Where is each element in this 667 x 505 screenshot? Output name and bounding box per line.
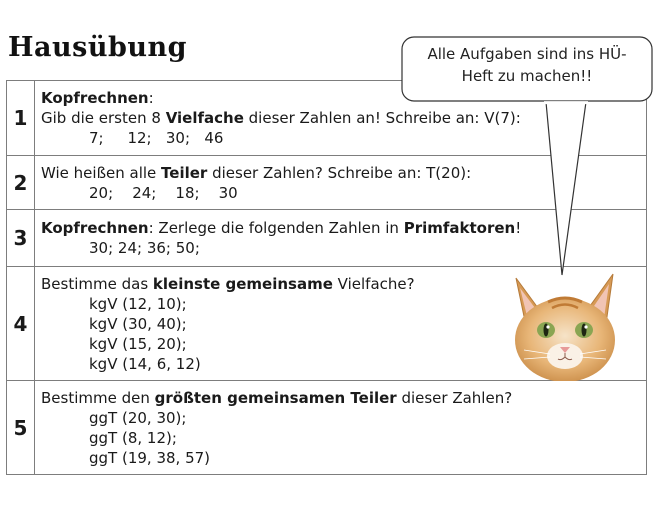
task-number: 5 — [7, 381, 35, 475]
speech-bubble-tail — [540, 100, 600, 280]
list-item: ggT (20, 30); — [89, 408, 187, 427]
task-number: 3 — [7, 210, 35, 267]
task-keyword: Vielfache — [165, 109, 244, 127]
task-text: Bestimme den — [41, 388, 155, 407]
list-item: kgV (14, 6, 12) — [89, 354, 201, 373]
task-values: 7; 12; 30; 46 — [89, 129, 224, 147]
task-text: : Zerlege die folgenden Zahlen in — [148, 219, 404, 237]
task-number: 2 — [7, 156, 35, 210]
task-keyword: Teiler — [161, 163, 208, 182]
task-text: dieser Zahlen an! Schreibe an: V(7): — [243, 109, 521, 127]
speech-bubble-text — [407, 43, 647, 87]
task-values: 30; 24; 36; 50; — [89, 239, 200, 257]
list-item: kgV (30, 40); — [89, 314, 187, 333]
task-keyword: Primfaktoren — [403, 219, 516, 237]
task-values: 20; 24; 18; 30 — [89, 183, 238, 202]
task-text: dieser Zahlen? — [396, 388, 513, 407]
task-text: Vielfache? — [332, 274, 415, 293]
task-text: Bestimme das — [41, 274, 153, 293]
task-keyword: Kopfrechnen — [41, 219, 149, 237]
task-number: 1 — [7, 81, 35, 156]
task-text: Wie heißen alle — [41, 163, 162, 182]
task-text: ! — [515, 219, 522, 237]
list-item: ggT (8, 12); — [89, 428, 177, 447]
speech-line: Alle Aufgaben sind ins HÜ- — [427, 45, 627, 63]
task-text: Gib die ersten 8 — [41, 109, 166, 127]
kitten-image — [508, 268, 623, 381]
task-number: 4 — [7, 267, 35, 381]
task-text: : — [148, 89, 154, 107]
task-keyword: kleinste gemeinsame — [152, 274, 333, 293]
page-title: Hausübung — [8, 32, 187, 63]
list-item: kgV (15, 20); — [89, 334, 187, 353]
speech-line: Heft zu machen!! — [461, 67, 593, 85]
list-item: kgV (12, 10); — [89, 294, 187, 313]
table-row — [7, 381, 647, 475]
list-item: ggT (19, 38, 57) — [89, 448, 211, 467]
task-keyword: Kopfrechnen — [41, 89, 149, 107]
task-content — [35, 381, 647, 475]
task-keyword: größten gemeinsamen Teiler — [154, 388, 397, 407]
task-text: dieser Zahlen? Schreibe an: T(20): — [207, 163, 472, 182]
